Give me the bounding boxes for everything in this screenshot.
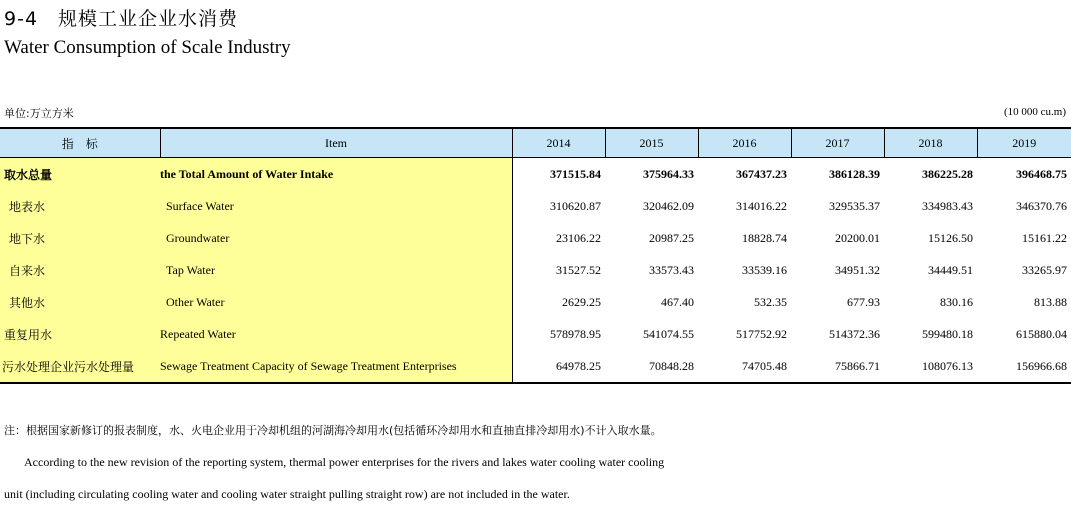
table-row: [0, 350, 1071, 383]
table-row: [0, 158, 1071, 191]
table-row: [0, 318, 1071, 350]
row-label-en: Repeated Water: [160, 318, 512, 350]
table-cell: 320462.09: [643, 198, 694, 213]
header-year: 2016: [698, 128, 791, 158]
table-cell: 830.16: [940, 294, 973, 309]
table-cell: 541074.55: [643, 326, 694, 341]
table-cell: 2629.25: [562, 294, 601, 309]
table-cell: 329535.37: [829, 198, 880, 213]
row-label-en: Tap Water: [160, 254, 512, 286]
table-row: [0, 222, 1071, 254]
table-row: [0, 286, 1071, 318]
table-cell: 20200.01: [835, 230, 880, 245]
table-cell: 34449.51: [928, 262, 973, 277]
table-cell: 599480.18: [922, 326, 973, 341]
row-label-zh: 污水处理企业污水处理量: [0, 350, 160, 383]
table-cell: 615880.04: [1016, 326, 1067, 341]
table-cell: 386128.39: [829, 166, 880, 181]
row-label-zh: 其他水: [0, 286, 160, 318]
table-cell: 64978.25: [512, 350, 605, 383]
table-cell: 517752.92: [736, 326, 787, 341]
header-year: 2018: [884, 128, 977, 158]
row-label-en: Other Water: [160, 286, 512, 318]
row-label-zh: 自来水: [0, 254, 160, 286]
table-cell: 314016.22: [736, 198, 787, 213]
row-label-en: the Total Amount of Water Intake: [160, 158, 512, 191]
header-indicator: 指 标: [0, 128, 160, 158]
row-label-en: Groundwater: [160, 222, 512, 254]
table-cell: 532.35: [754, 294, 787, 309]
table-cell: 34951.32: [835, 262, 880, 277]
unit-label-en: (10 000 cu.m): [1003, 106, 1066, 118]
header-year: 2015: [605, 128, 698, 158]
table-header-row: [0, 128, 1071, 158]
table-cell: 20987.25: [649, 230, 694, 245]
table-cell: 386225.28: [922, 166, 973, 181]
table-cell: 367437.23: [736, 166, 787, 181]
table-cell: 334983.43: [922, 198, 973, 213]
row-label-zh: 地表水: [0, 190, 160, 222]
table-cell: 33539.16: [742, 262, 787, 277]
row-label-zh: 取水总量: [0, 158, 160, 191]
page-title-en: Water Consumption of Scale Industry: [4, 37, 291, 58]
row-label-en: Sewage Treatment Capacity of Sewage Treatment Enterprises: [160, 350, 512, 383]
table-row: [0, 254, 1071, 286]
table-cell: 677.93: [847, 294, 880, 309]
table-cell: 15126.50: [928, 230, 973, 245]
table-cell: 74705.48: [698, 350, 791, 383]
row-label-zh: 地下水: [0, 222, 160, 254]
row-label-en: Surface Water: [160, 190, 512, 222]
table-cell: 31527.52: [556, 262, 601, 277]
table-cell: 346370.76: [1016, 198, 1067, 213]
table-cell: 156966.68: [977, 350, 1071, 383]
table-cell: 33265.97: [1022, 262, 1067, 277]
table-cell: 15161.22: [1022, 230, 1067, 245]
table-row: [0, 190, 1071, 222]
header-year: 2019: [977, 128, 1071, 158]
row-label-zh: 重复用水: [0, 318, 160, 350]
table-cell: 108076.13: [884, 350, 977, 383]
water-consumption-table: [0, 127, 1071, 384]
table-cell: 514372.36: [829, 326, 880, 341]
table-cell: 578978.95: [550, 326, 601, 341]
unit-label-zh: 单位:万立方米: [4, 107, 74, 120]
header-item: Item: [160, 128, 512, 158]
table-cell: 23106.22: [556, 230, 601, 245]
table-cell: 467.40: [661, 294, 694, 309]
header-year: 2017: [791, 128, 884, 158]
table-cell: 18828.74: [742, 230, 787, 245]
table-cell: 310620.87: [550, 198, 601, 213]
table-cell: 813.88: [1034, 294, 1067, 309]
table-cell: 371515.84: [550, 166, 601, 181]
page-title-zh: 9-4 规模工业企业水消费: [4, 8, 239, 30]
table-cell: 33573.43: [649, 262, 694, 277]
header-year: 2014: [512, 128, 605, 158]
footnote-en-line1: According to the new revision of the reporting system, thermal power enterprises for the rivers and lakes water cooling water cooling: [24, 455, 665, 469]
footnote-zh: 注：根据国家新修订的报表制度，水、火电企业用于冷却机组的河湖海冷却用水(包括循环冷却用水和直抽直排冷却用水)不计入取水量。: [4, 424, 662, 437]
footnote-en-line2: unit (including circulating cooling water and cooling water straight pulling straight row) are not included in the water.: [4, 487, 570, 501]
table-cell: 70848.28: [605, 350, 698, 383]
table-cell: 396468.75: [1016, 166, 1067, 181]
table-cell: 75866.71: [791, 350, 884, 383]
table-cell: 375964.33: [643, 166, 694, 181]
